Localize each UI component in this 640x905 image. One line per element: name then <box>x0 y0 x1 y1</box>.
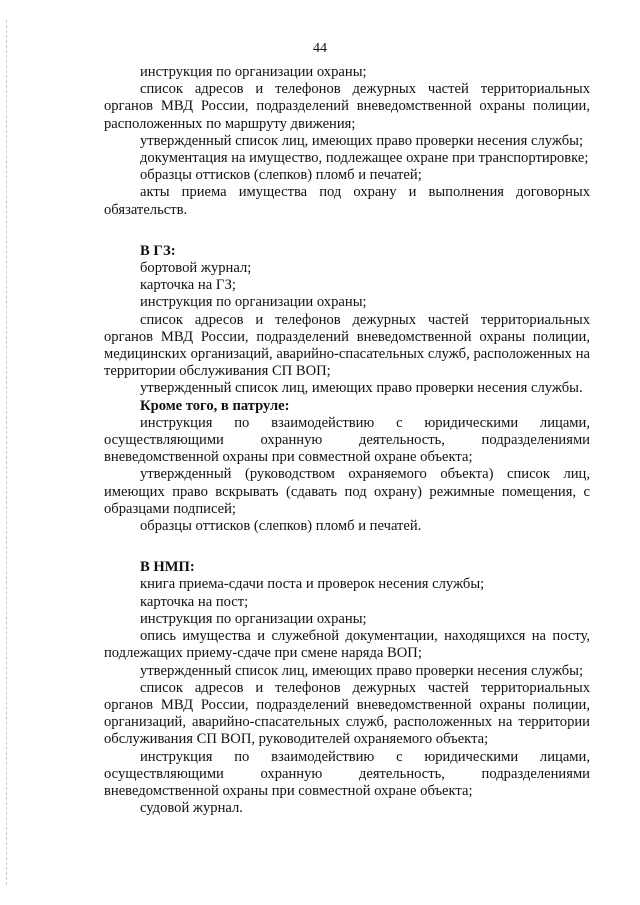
list-item: акты приема имущества под охрану и выполнения договорных обязательств. <box>104 184 590 218</box>
subsection-heading-patrol: Кроме того, в патруле: <box>140 397 290 414</box>
list-item: утвержденный список лиц, имеющих право проверки несения службы; <box>140 132 584 149</box>
list-item: книга приема-сдачи поста и проверок несения службы; <box>140 576 485 593</box>
list-item: образцы оттисков (слепков) пломб и печатей. <box>140 518 422 535</box>
list-item: инструкция по организации охраны; <box>140 64 367 80</box>
list-item: список адресов и телефонов дежурных частей территориальных органов МВД России, подразделений вневедомственной охраны полиции, медицинских организаций, аварийно-спасательных служб, расположенных на территории обслуживания СП ВОП; <box>104 311 590 380</box>
list-item: судовой журнал. <box>140 800 243 817</box>
list-item: утвержденный список лиц, имеющих право проверки несения службы. <box>140 380 583 397</box>
list-item: карточка на пост; <box>140 593 249 610</box>
list-item: карточка на ГЗ; <box>140 277 236 294</box>
list-item: утвержденный (руководством охраняемого объекта) список лиц, имеющих право вскрывать (сдавать под охрану) режимные помещения, с образцами подписей; <box>104 466 590 517</box>
list-item: утвержденный список лиц, имеющих право проверки несения службы; <box>140 662 584 679</box>
list-item: инструкция по взаимодействию с юридическими лицами, осуществляющими охранную деятельность, подразделениями вневедомственной охраны при совместной охране объекта; <box>104 414 590 466</box>
list-item: инструкция по организации охраны; <box>140 294 367 311</box>
list-item: инструкция по взаимодействию с юридическими лицами, осуществляющими охранную деятельность, подразделениями вневедомственной охраны при совместной охране объекта; <box>104 748 590 799</box>
list-item: инструкция по организации охраны; <box>140 610 367 627</box>
list-item: документация на имущество, подлежащее охране при транспортировке; <box>140 150 589 167</box>
list-item: список адресов и телефонов дежурных частей территориальных органов МВД России, подразделений вневедомственной охраны полиции, расположенных по маршруту движения; <box>104 81 590 132</box>
document-body <box>104 64 590 817</box>
page-number: 44 <box>313 41 327 56</box>
section-heading-nmp: В НМП: <box>140 559 195 576</box>
list-item: опись имущества и служебной документации, находящихся на посту, подлежащих приему-сдаче при смене наряда ВОП; <box>104 628 590 662</box>
section-heading-gz: В ГЗ: <box>140 242 176 259</box>
section-spacer <box>104 219 590 243</box>
list-item: бортовой журнал; <box>140 260 252 277</box>
section-spacer <box>104 535 590 559</box>
list-item: образцы оттисков (слепков) пломб и печатей; <box>140 167 422 184</box>
page-edge-marks <box>6 20 7 885</box>
list-item: список адресов и телефонов дежурных частей территориальных органов МВД России, подразделений вневедомственной охраны полиции, организаций, аварийно-спасательных служб, расположенных на территории обслуживания СП ВОП, руководителей охраняемого объекта; <box>104 679 590 748</box>
